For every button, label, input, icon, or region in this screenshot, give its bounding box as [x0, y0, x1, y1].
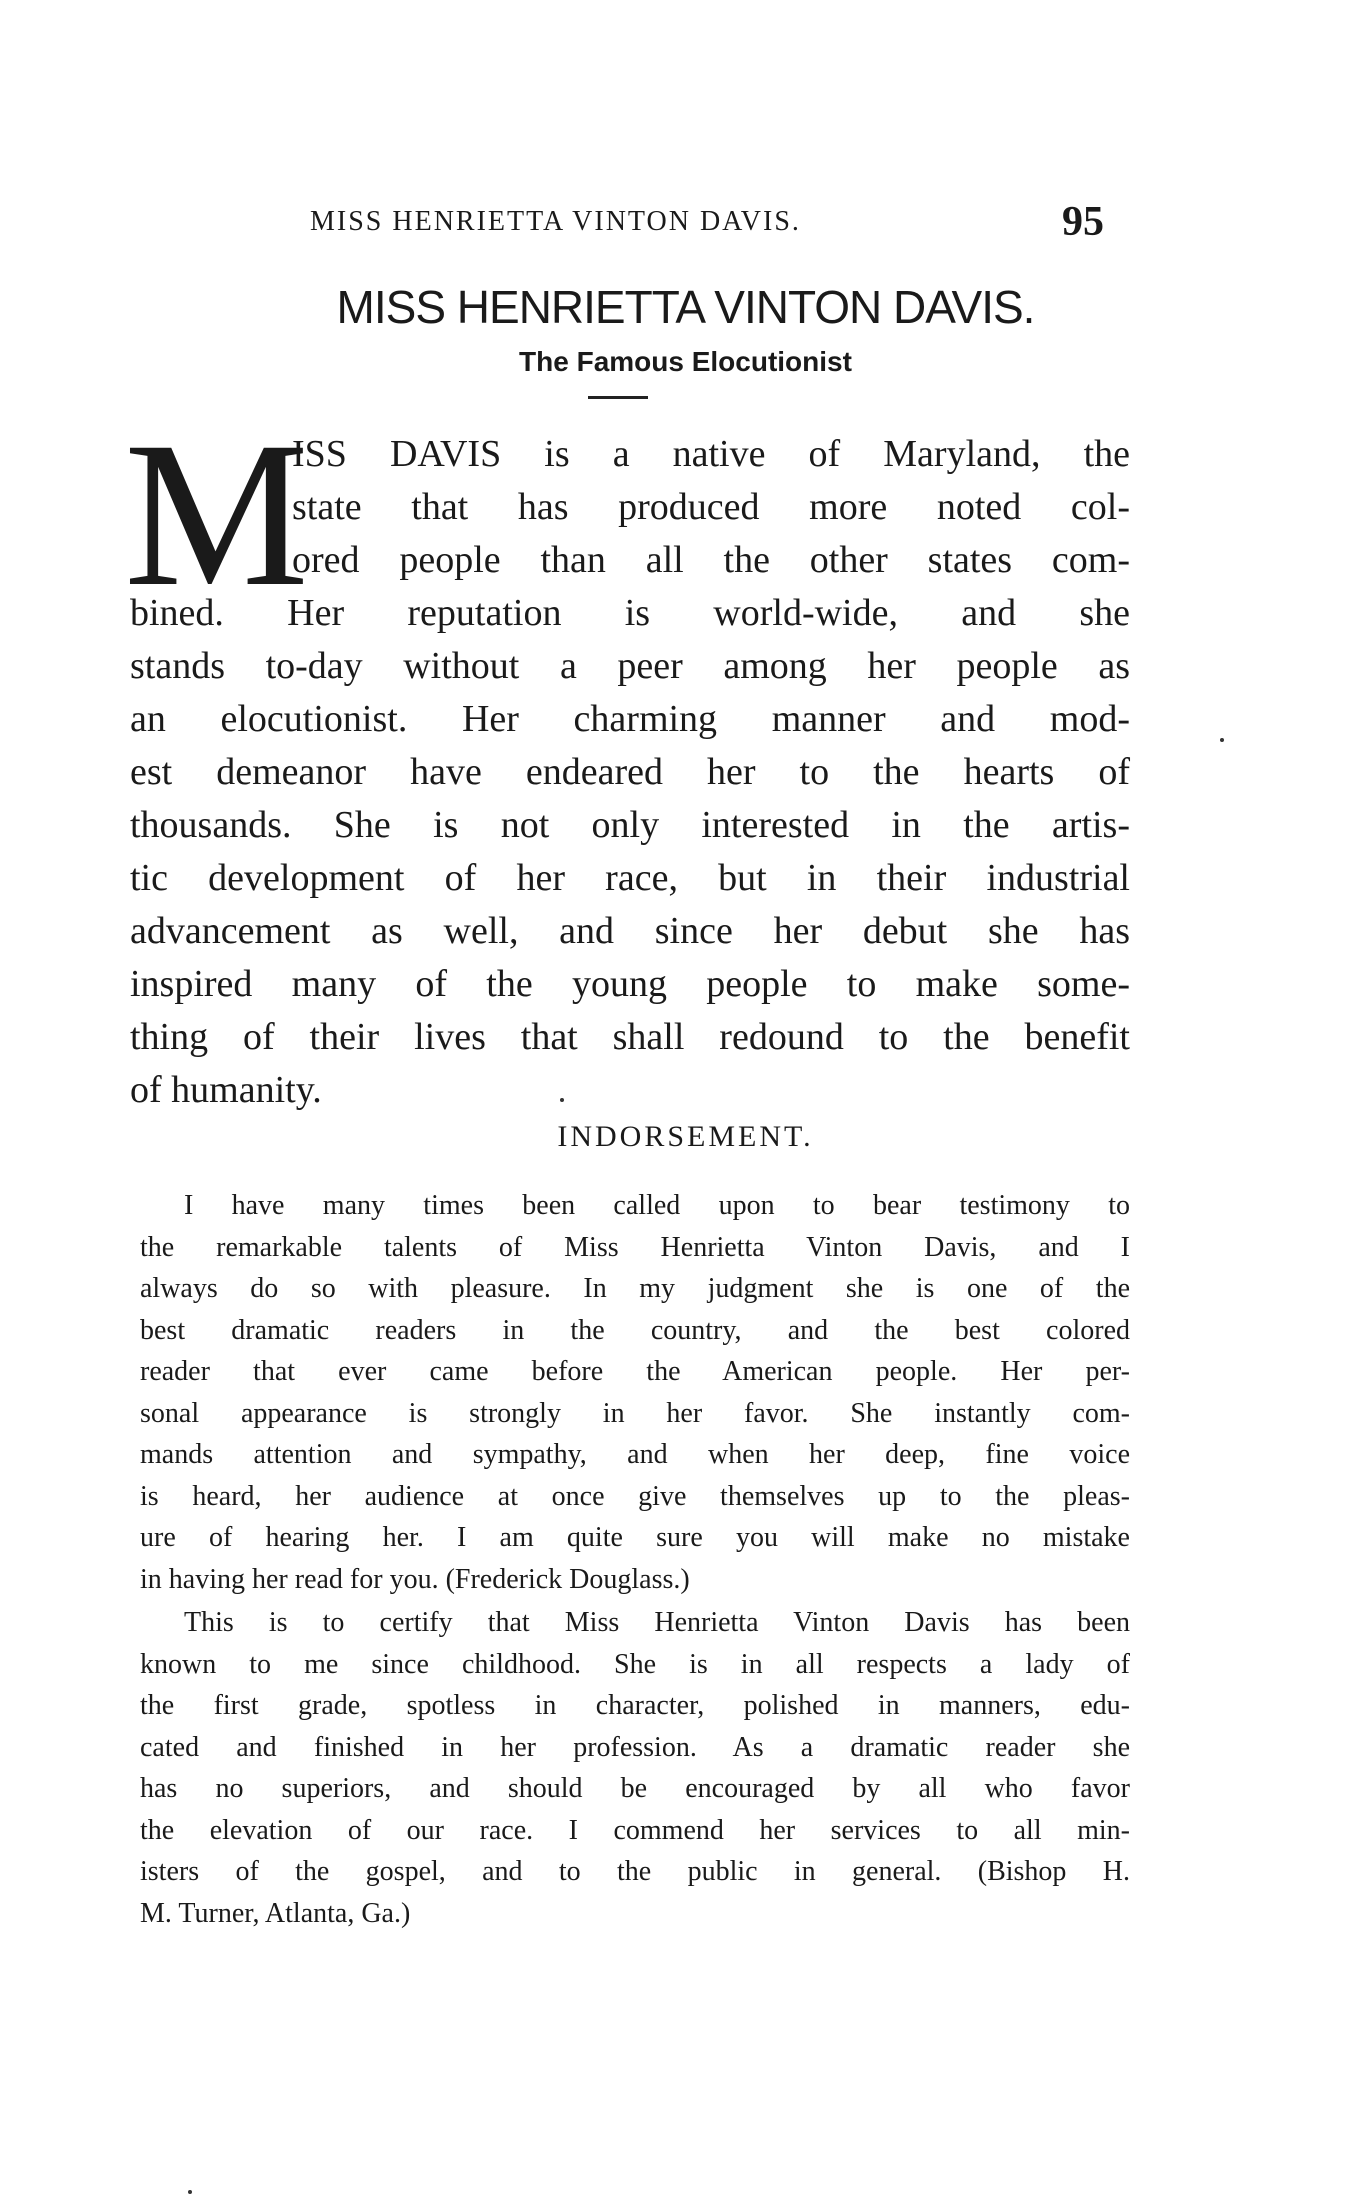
article-subtitle: The Famous Elocutionist — [519, 346, 852, 377]
paragraph-line: ored people than all the other states com- — [292, 539, 1130, 581]
testimony-line: reader that ever came before the American people. Her per- — [140, 1356, 1130, 1387]
testimony-line: sonal appearance is strongly in her favor. She instantly com- — [140, 1397, 1130, 1429]
testimony-line: M. Turner, Atlanta, Ga.) — [140, 1897, 411, 1929]
paragraph-line: of humanity. — [130, 1069, 322, 1111]
paragraph-line: inspired many of the young people to make some- — [130, 963, 1130, 1005]
testimony-line: known to me since childhood. She is in all respects a lady of — [140, 1648, 1130, 1680]
paragraph-line: thing of their lives that shall redound to the benefit — [130, 1016, 1130, 1058]
testimony-line: always do so with pleasure. In my judgment she is one of the — [140, 1273, 1130, 1304]
testimony-line: the elevation of our race. I commend her services to all min- — [140, 1814, 1130, 1846]
testimony-line: best dramatic readers in the country, and the best colored — [140, 1314, 1130, 1346]
paragraph-line: an elocutionist. Her charming manner and mod- — [130, 698, 1130, 740]
intro-paragraph — [130, 428, 1130, 1117]
testimony-line: the remarkable talents of Miss Henrietta Vinton Davis, and I — [140, 1231, 1130, 1263]
print-speck — [188, 2190, 192, 2194]
article-title: MISS HENRIETTA VINTON DAVIS. — [336, 281, 1035, 333]
paragraph-line: advancement as well, and since her debut she has — [130, 910, 1130, 952]
page-number: 95 — [1062, 199, 1104, 245]
testimony-line: isters of the gospel, and to the public in general. (Bishop H. — [140, 1856, 1130, 1887]
testimony-line: has no superiors, and should be encouraged by all who favor — [140, 1773, 1130, 1804]
testimony-line: in having her read for you. (Frederick Douglass.) — [140, 1563, 690, 1595]
paragraph-line: tic development of her race, but in their industrial — [130, 857, 1130, 899]
turner-testimony — [140, 1602, 1130, 1934]
paragraph-line: bined. Her reputation is world-wide, and she — [130, 592, 1130, 634]
testimony-line: is heard, her audience at once give themselves up to the pleas- — [140, 1480, 1130, 1512]
drop-cap: M — [124, 399, 309, 629]
print-speck — [560, 1098, 564, 1102]
testimony-line: mands attention and sympathy, and when her deep, fine voice — [140, 1439, 1130, 1470]
paragraph-line: state that has produced more noted col- — [292, 486, 1130, 528]
paragraph-line: stands to-day without a peer among her people as — [130, 645, 1130, 687]
testimony-line: I have many times been called upon to bear testimony to — [184, 1190, 1130, 1221]
running-head: MISS HENRIETTA VINTON DAVIS. — [310, 206, 801, 237]
douglass-testimony — [140, 1185, 1130, 1600]
testimony-line: This is to certify that Miss Henrietta Vinton Davis has been — [184, 1607, 1130, 1638]
title-rule — [588, 396, 648, 399]
paragraph-line: thousands. She is not only interested in the artis- — [130, 804, 1130, 846]
testimony-line: ure of hearing her. I am quite sure you will make no mistake — [140, 1522, 1130, 1553]
testimony-line: cated and finished in her profession. As a dramatic reader she — [140, 1731, 1130, 1763]
paragraph-line: est demeanor have endeared her to the hearts of — [130, 751, 1130, 793]
print-speck — [1220, 738, 1224, 742]
indorsement-heading: INDORSEMENT. — [557, 1120, 814, 1153]
paragraph-line: ISS DAVIS is a native of Maryland, the — [292, 433, 1130, 475]
testimony-line: the first grade, spotless in character, polished in manners, edu- — [140, 1690, 1130, 1721]
